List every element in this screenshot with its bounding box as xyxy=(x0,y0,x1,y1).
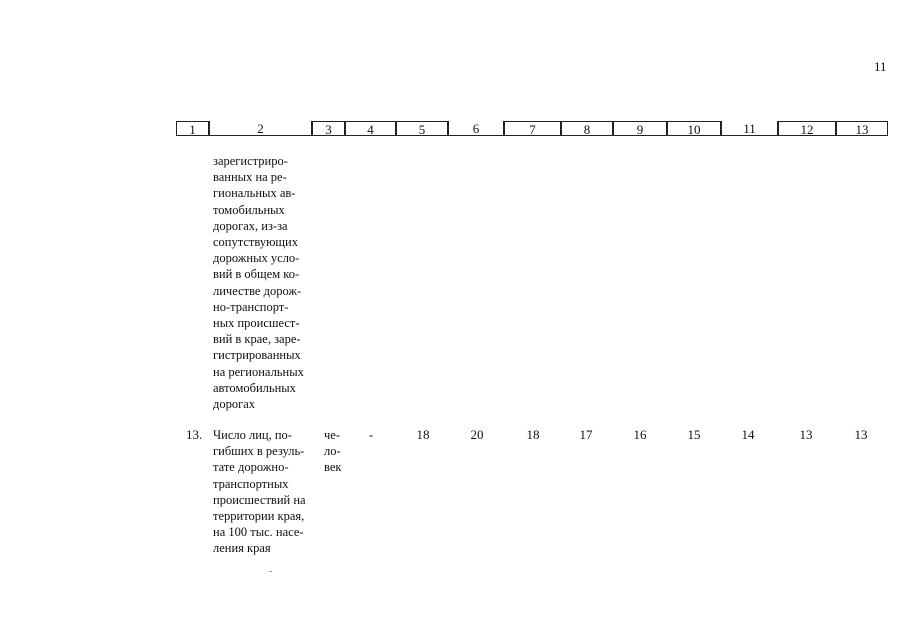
text-line: ванных на ре- xyxy=(213,170,287,185)
text-line: автомобильных xyxy=(213,380,296,395)
value-col-8: 17 xyxy=(579,427,593,442)
header-col-1: 1 xyxy=(176,121,209,136)
header-col-7: 7 xyxy=(504,121,561,136)
text-line: вий в крае, заре- xyxy=(213,332,301,347)
row-unit xyxy=(324,427,341,476)
text-line: на региональных xyxy=(213,364,304,379)
row-description xyxy=(213,427,311,557)
text-line: Число лиц, по- xyxy=(213,428,292,442)
value-col-13: 13 xyxy=(854,427,868,442)
value-col-12: 13 xyxy=(799,427,813,442)
value-col-10: 15 xyxy=(687,427,701,442)
text-line: ных происшест- xyxy=(213,316,300,331)
text-line: гистрированных xyxy=(213,348,301,363)
text-line: происшествий на xyxy=(213,492,306,507)
text-line: сопутствующих xyxy=(213,235,298,250)
page-number: 11 xyxy=(874,59,887,74)
row-12-description-continuation xyxy=(213,153,311,412)
header-col-12: 12 xyxy=(778,121,836,136)
header-col-6: 6 xyxy=(448,121,504,136)
text-line: век xyxy=(324,460,342,475)
text-line: транспортных xyxy=(213,476,289,491)
text-line: ло- xyxy=(324,444,341,459)
text-line: тате дорожно- xyxy=(213,460,289,475)
value-col-9: 16 xyxy=(633,427,647,442)
scan-speck xyxy=(269,571,272,572)
text-line: вий в общем ко- xyxy=(213,267,300,282)
table-header-row xyxy=(0,121,905,138)
header-col-4: 4 xyxy=(345,121,396,136)
header-col-3: 3 xyxy=(312,121,345,136)
text-line: че- xyxy=(324,428,340,442)
value-col-7: 18 xyxy=(526,427,540,442)
header-col-2: 2 xyxy=(209,121,312,136)
header-col-8: 8 xyxy=(561,121,613,136)
text-line: ления края xyxy=(213,541,271,556)
text-line: гибших в резуль- xyxy=(213,444,305,459)
header-col-10: 10 xyxy=(667,121,721,136)
header-col-11: 11 xyxy=(721,121,778,136)
text-line: дорожных усло- xyxy=(213,251,300,266)
text-line: личестве дорож- xyxy=(213,283,302,298)
text-line: на 100 тыс. насе- xyxy=(213,525,304,540)
value-col-5: 18 xyxy=(416,427,430,442)
text-line: зарегистриро- xyxy=(213,154,288,168)
text-line: томобильных xyxy=(213,202,285,217)
value-col-11: 14 xyxy=(741,427,755,442)
text-line: гиональных ав- xyxy=(213,186,296,201)
text-line: территории края, xyxy=(213,509,305,524)
header-col-9: 9 xyxy=(613,121,667,136)
header-col-5: 5 xyxy=(396,121,448,136)
header-col-13: 13 xyxy=(836,121,888,136)
text-line: дорогах, из-за xyxy=(213,218,288,233)
text-line: дорогах xyxy=(213,397,256,412)
text-line: но-транспорт- xyxy=(213,299,289,314)
value-col-4: - xyxy=(368,427,374,442)
row-number: 13. xyxy=(186,427,203,442)
value-col-6: 20 xyxy=(470,427,484,442)
